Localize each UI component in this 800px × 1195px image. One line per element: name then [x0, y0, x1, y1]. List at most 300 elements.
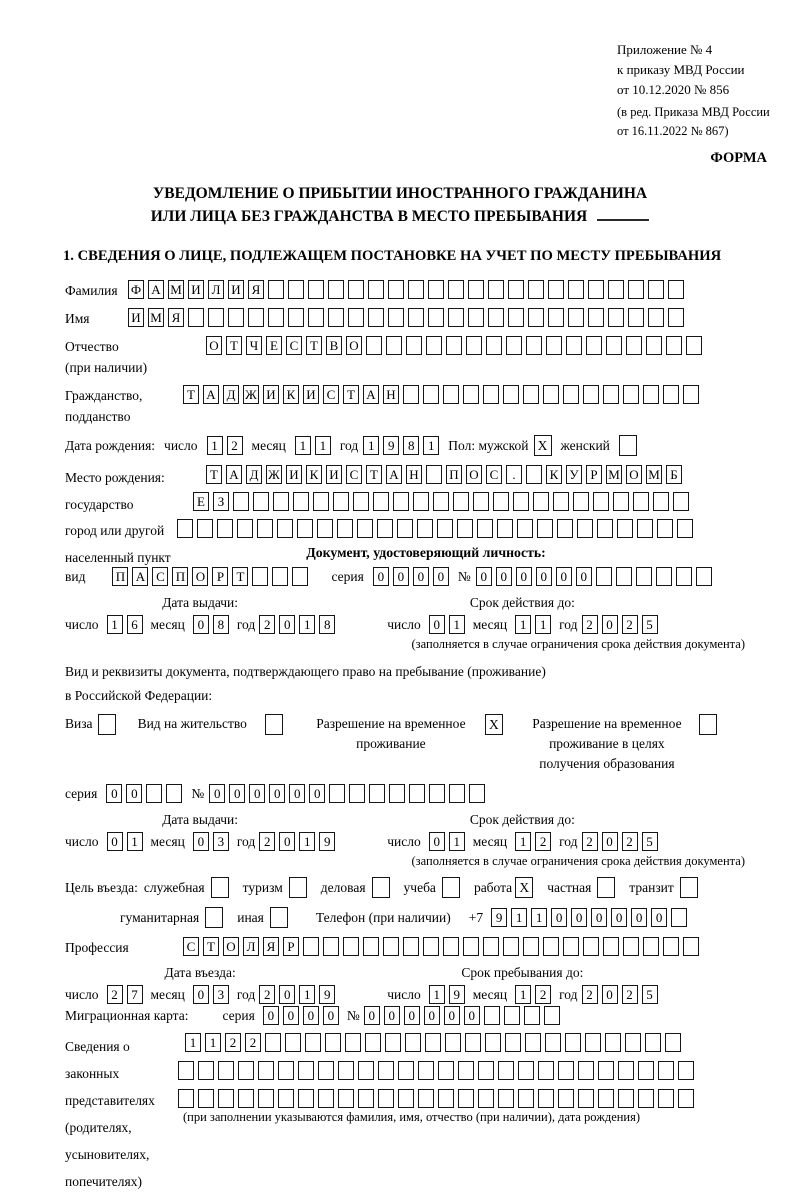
- char-cell[interactable]: [285, 1033, 301, 1052]
- char-cell[interactable]: [498, 1089, 514, 1108]
- char-cell[interactable]: [537, 519, 553, 538]
- char-cell[interactable]: [358, 1061, 374, 1080]
- char-cell[interactable]: 0: [309, 784, 325, 803]
- char-cell[interactable]: [504, 1006, 520, 1025]
- char-cell[interactable]: [653, 492, 669, 511]
- char-cell[interactable]: [438, 1061, 454, 1080]
- char-cell[interactable]: 2: [582, 985, 598, 1004]
- char-cell[interactable]: 0: [602, 615, 618, 634]
- char-cell[interactable]: [268, 280, 284, 299]
- char-cell[interactable]: [369, 784, 385, 803]
- char-cell[interactable]: М: [606, 465, 622, 484]
- char-cell[interactable]: [329, 784, 345, 803]
- char-cell[interactable]: [485, 1033, 501, 1052]
- temp-residence-permit-checkbox[interactable]: X: [485, 714, 503, 735]
- char-cell[interactable]: [438, 1089, 454, 1108]
- char-cell[interactable]: [678, 1089, 694, 1108]
- char-cell[interactable]: [428, 308, 444, 327]
- char-cell[interactable]: [568, 308, 584, 327]
- residence-valid-month-cells[interactable]: [515, 832, 551, 851]
- char-cell[interactable]: Т: [366, 465, 382, 484]
- migration-series-cells[interactable]: [263, 1006, 339, 1025]
- purpose-other-checkbox[interactable]: [270, 907, 288, 928]
- char-cell[interactable]: 0: [279, 615, 295, 634]
- char-cell[interactable]: [586, 336, 602, 355]
- char-cell[interactable]: [648, 308, 664, 327]
- char-cell[interactable]: [146, 784, 162, 803]
- char-cell[interactable]: [526, 465, 542, 484]
- char-cell[interactable]: [389, 784, 405, 803]
- char-cell[interactable]: 0: [516, 567, 532, 586]
- char-cell[interactable]: 3: [213, 832, 229, 851]
- char-cell[interactable]: [208, 308, 224, 327]
- char-cell[interactable]: [566, 336, 582, 355]
- char-cell[interactable]: [308, 280, 324, 299]
- residence-series-cells[interactable]: [106, 784, 182, 803]
- char-cell[interactable]: [272, 567, 288, 586]
- char-cell[interactable]: И: [286, 465, 302, 484]
- char-cell[interactable]: 1: [295, 436, 311, 455]
- char-cell[interactable]: [565, 1033, 581, 1052]
- char-cell[interactable]: 9: [319, 985, 335, 1004]
- char-cell[interactable]: [613, 492, 629, 511]
- char-cell[interactable]: [318, 1089, 334, 1108]
- char-cell[interactable]: [648, 280, 664, 299]
- char-cell[interactable]: [503, 385, 519, 404]
- patronymic-cells[interactable]: [206, 336, 702, 355]
- char-cell[interactable]: [338, 1061, 354, 1080]
- char-cell[interactable]: Р: [283, 937, 299, 956]
- sex-male-checkbox[interactable]: X: [534, 435, 552, 456]
- char-cell[interactable]: [178, 1061, 194, 1080]
- char-cell[interactable]: [448, 308, 464, 327]
- char-cell[interactable]: И: [263, 385, 279, 404]
- char-cell[interactable]: [409, 784, 425, 803]
- char-cell[interactable]: [248, 308, 264, 327]
- char-cell[interactable]: 0: [269, 784, 285, 803]
- char-cell[interactable]: [538, 1061, 554, 1080]
- char-cell[interactable]: [493, 492, 509, 511]
- char-cell[interactable]: [363, 937, 379, 956]
- char-cell[interactable]: В: [326, 336, 342, 355]
- char-cell[interactable]: [618, 1089, 634, 1108]
- char-cell[interactable]: С: [183, 937, 199, 956]
- char-cell[interactable]: [465, 1033, 481, 1052]
- char-cell[interactable]: [426, 465, 442, 484]
- char-cell[interactable]: [238, 1061, 254, 1080]
- char-cell[interactable]: [385, 1033, 401, 1052]
- char-cell[interactable]: [268, 308, 284, 327]
- char-cell[interactable]: [525, 1033, 541, 1052]
- char-cell[interactable]: 0: [229, 784, 245, 803]
- char-cell[interactable]: [636, 567, 652, 586]
- char-cell[interactable]: 0: [576, 567, 592, 586]
- char-cell[interactable]: [533, 492, 549, 511]
- identity-number-cells[interactable]: [476, 567, 712, 586]
- char-cell[interactable]: Н: [406, 465, 422, 484]
- purpose-work-checkbox[interactable]: X: [515, 877, 533, 898]
- char-cell[interactable]: 0: [279, 985, 295, 1004]
- char-cell[interactable]: Р: [586, 465, 602, 484]
- char-cell[interactable]: [505, 1033, 521, 1052]
- identity-valid-year-cells[interactable]: [582, 615, 658, 634]
- char-cell[interactable]: 0: [651, 908, 667, 927]
- char-cell[interactable]: 8: [319, 615, 335, 634]
- char-cell[interactable]: З: [213, 492, 229, 511]
- char-cell[interactable]: [445, 1033, 461, 1052]
- char-cell[interactable]: 0: [209, 784, 225, 803]
- char-cell[interactable]: 8: [403, 436, 419, 455]
- char-cell[interactable]: [528, 308, 544, 327]
- char-cell[interactable]: [443, 385, 459, 404]
- char-cell[interactable]: [429, 784, 445, 803]
- char-cell[interactable]: [606, 336, 622, 355]
- char-cell[interactable]: [426, 336, 442, 355]
- char-cell[interactable]: 6: [127, 615, 143, 634]
- char-cell[interactable]: 0: [611, 908, 627, 927]
- char-cell[interactable]: М: [168, 280, 184, 299]
- char-cell[interactable]: [328, 280, 344, 299]
- char-cell[interactable]: С: [346, 465, 362, 484]
- char-cell[interactable]: [603, 385, 619, 404]
- edu-residence-permit-checkbox[interactable]: [699, 714, 717, 735]
- char-cell[interactable]: [483, 937, 499, 956]
- char-cell[interactable]: [544, 1006, 560, 1025]
- char-cell[interactable]: Т: [343, 385, 359, 404]
- purpose-study-checkbox[interactable]: [442, 877, 460, 898]
- char-cell[interactable]: [313, 492, 329, 511]
- char-cell[interactable]: Т: [183, 385, 199, 404]
- char-cell[interactable]: [645, 1033, 661, 1052]
- char-cell[interactable]: [638, 1089, 654, 1108]
- char-cell[interactable]: [646, 336, 662, 355]
- char-cell[interactable]: [406, 336, 422, 355]
- char-cell[interactable]: О: [192, 567, 208, 586]
- char-cell[interactable]: 0: [126, 784, 142, 803]
- char-cell[interactable]: [643, 937, 659, 956]
- char-cell[interactable]: [337, 519, 353, 538]
- char-cell[interactable]: [683, 385, 699, 404]
- char-cell[interactable]: [663, 385, 679, 404]
- char-cell[interactable]: [626, 336, 642, 355]
- char-cell[interactable]: [288, 308, 304, 327]
- char-cell[interactable]: А: [203, 385, 219, 404]
- char-cell[interactable]: О: [206, 336, 222, 355]
- char-cell[interactable]: [468, 308, 484, 327]
- stay-until-year-cells[interactable]: [582, 985, 658, 1004]
- char-cell[interactable]: 9: [449, 985, 465, 1004]
- char-cell[interactable]: [343, 937, 359, 956]
- char-cell[interactable]: [403, 385, 419, 404]
- char-cell[interactable]: 1: [207, 436, 223, 455]
- char-cell[interactable]: О: [223, 937, 239, 956]
- char-cell[interactable]: [553, 492, 569, 511]
- char-cell[interactable]: [233, 492, 249, 511]
- char-cell[interactable]: [458, 1089, 474, 1108]
- surname-cells[interactable]: [128, 280, 684, 299]
- char-cell[interactable]: Л: [243, 937, 259, 956]
- char-cell[interactable]: П: [172, 567, 188, 586]
- birth-place-cells-2[interactable]: [193, 492, 689, 511]
- char-cell[interactable]: [458, 1061, 474, 1080]
- char-cell[interactable]: [563, 385, 579, 404]
- char-cell[interactable]: 0: [384, 1006, 400, 1025]
- char-cell[interactable]: [198, 1061, 214, 1080]
- char-cell[interactable]: Я: [263, 937, 279, 956]
- char-cell[interactable]: [258, 1061, 274, 1080]
- char-cell[interactable]: [568, 280, 584, 299]
- char-cell[interactable]: [558, 1089, 574, 1108]
- char-cell[interactable]: 0: [551, 908, 567, 927]
- char-cell[interactable]: 1: [515, 832, 531, 851]
- char-cell[interactable]: [378, 1061, 394, 1080]
- birth-place-cells-1[interactable]: [206, 465, 682, 484]
- char-cell[interactable]: [323, 937, 339, 956]
- char-cell[interactable]: 0: [602, 985, 618, 1004]
- char-cell[interactable]: [656, 567, 672, 586]
- char-cell[interactable]: [477, 519, 493, 538]
- char-cell[interactable]: [448, 280, 464, 299]
- char-cell[interactable]: [524, 1006, 540, 1025]
- char-cell[interactable]: 0: [556, 567, 572, 586]
- char-cell[interactable]: 1: [515, 985, 531, 1004]
- char-cell[interactable]: 9: [491, 908, 507, 927]
- char-cell[interactable]: Н: [383, 385, 399, 404]
- char-cell[interactable]: [373, 492, 389, 511]
- char-cell[interactable]: [408, 280, 424, 299]
- char-cell[interactable]: 1: [423, 436, 439, 455]
- char-cell[interactable]: [298, 1061, 314, 1080]
- char-cell[interactable]: [603, 937, 619, 956]
- char-cell[interactable]: 1: [205, 1033, 221, 1052]
- char-cell[interactable]: Т: [206, 465, 222, 484]
- char-cell[interactable]: [463, 937, 479, 956]
- char-cell[interactable]: [478, 1061, 494, 1080]
- entry-month-cells[interactable]: [193, 985, 229, 1004]
- char-cell[interactable]: [197, 519, 213, 538]
- char-cell[interactable]: 1: [449, 832, 465, 851]
- char-cell[interactable]: [466, 336, 482, 355]
- char-cell[interactable]: К: [546, 465, 562, 484]
- char-cell[interactable]: [513, 492, 529, 511]
- char-cell[interactable]: [378, 1089, 394, 1108]
- residence-permit-checkbox[interactable]: [265, 714, 283, 735]
- char-cell[interactable]: [605, 1033, 621, 1052]
- char-cell[interactable]: О: [626, 465, 642, 484]
- char-cell[interactable]: [353, 492, 369, 511]
- identity-valid-month-cells[interactable]: [515, 615, 551, 634]
- char-cell[interactable]: М: [646, 465, 662, 484]
- char-cell[interactable]: [277, 519, 293, 538]
- char-cell[interactable]: [478, 1089, 494, 1108]
- char-cell[interactable]: [523, 385, 539, 404]
- char-cell[interactable]: 0: [193, 985, 209, 1004]
- char-cell[interactable]: 2: [227, 436, 243, 455]
- char-cell[interactable]: [545, 1033, 561, 1052]
- char-cell[interactable]: [417, 519, 433, 538]
- char-cell[interactable]: И: [128, 308, 144, 327]
- char-cell[interactable]: [368, 280, 384, 299]
- char-cell[interactable]: [528, 280, 544, 299]
- char-cell[interactable]: 0: [289, 784, 305, 803]
- char-cell[interactable]: 1: [363, 436, 379, 455]
- legal-reps-cells-3[interactable]: [178, 1089, 694, 1108]
- char-cell[interactable]: [658, 1061, 674, 1080]
- char-cell[interactable]: [418, 1061, 434, 1080]
- identity-series-cells[interactable]: [373, 567, 449, 586]
- char-cell[interactable]: 1: [429, 985, 445, 1004]
- char-cell[interactable]: П: [446, 465, 462, 484]
- birth-place-cells-3[interactable]: [177, 519, 693, 538]
- char-cell[interactable]: [308, 308, 324, 327]
- residence-issue-month-cells[interactable]: [193, 832, 229, 851]
- char-cell[interactable]: 2: [107, 985, 123, 1004]
- char-cell[interactable]: 1: [315, 436, 331, 455]
- char-cell[interactable]: [678, 1061, 694, 1080]
- char-cell[interactable]: Ф: [128, 280, 144, 299]
- char-cell[interactable]: [696, 567, 712, 586]
- char-cell[interactable]: С: [152, 567, 168, 586]
- char-cell[interactable]: [338, 1089, 354, 1108]
- char-cell[interactable]: [546, 336, 562, 355]
- char-cell[interactable]: 0: [433, 567, 449, 586]
- char-cell[interactable]: [657, 519, 673, 538]
- char-cell[interactable]: [348, 280, 364, 299]
- char-cell[interactable]: 1: [531, 908, 547, 927]
- char-cell[interactable]: А: [363, 385, 379, 404]
- char-cell[interactable]: [616, 567, 632, 586]
- char-cell[interactable]: [538, 1089, 554, 1108]
- char-cell[interactable]: 0: [364, 1006, 380, 1025]
- char-cell[interactable]: [357, 519, 373, 538]
- char-cell[interactable]: [318, 1061, 334, 1080]
- char-cell[interactable]: [486, 336, 502, 355]
- char-cell[interactable]: 0: [393, 567, 409, 586]
- char-cell[interactable]: 0: [107, 832, 123, 851]
- char-cell[interactable]: У: [566, 465, 582, 484]
- char-cell[interactable]: [518, 1089, 534, 1108]
- char-cell[interactable]: [593, 492, 609, 511]
- char-cell[interactable]: [518, 1061, 534, 1080]
- char-cell[interactable]: [498, 1061, 514, 1080]
- char-cell[interactable]: [398, 1089, 414, 1108]
- char-cell[interactable]: [298, 1089, 314, 1108]
- char-cell[interactable]: А: [226, 465, 242, 484]
- char-cell[interactable]: [526, 336, 542, 355]
- char-cell[interactable]: 2: [622, 985, 638, 1004]
- char-cell[interactable]: 2: [622, 615, 638, 634]
- char-cell[interactable]: [428, 280, 444, 299]
- char-cell[interactable]: А: [386, 465, 402, 484]
- char-cell[interactable]: [345, 1033, 361, 1052]
- char-cell[interactable]: 9: [319, 832, 335, 851]
- char-cell[interactable]: 0: [536, 567, 552, 586]
- birth-day-cells[interactable]: [207, 436, 243, 455]
- char-cell[interactable]: 1: [299, 985, 315, 1004]
- char-cell[interactable]: [305, 1033, 321, 1052]
- char-cell[interactable]: [377, 519, 393, 538]
- char-cell[interactable]: Л: [208, 280, 224, 299]
- residence-issue-year-cells[interactable]: [259, 832, 335, 851]
- char-cell[interactable]: [623, 937, 639, 956]
- char-cell[interactable]: 5: [642, 615, 658, 634]
- char-cell[interactable]: .: [506, 465, 522, 484]
- char-cell[interactable]: [303, 937, 319, 956]
- char-cell[interactable]: [388, 280, 404, 299]
- char-cell[interactable]: [457, 519, 473, 538]
- char-cell[interactable]: [443, 937, 459, 956]
- residence-issue-day-cells[interactable]: [107, 832, 143, 851]
- char-cell[interactable]: [333, 492, 349, 511]
- char-cell[interactable]: 2: [582, 832, 598, 851]
- char-cell[interactable]: [676, 567, 692, 586]
- char-cell[interactable]: И: [188, 280, 204, 299]
- char-cell[interactable]: [558, 1061, 574, 1080]
- sex-female-checkbox[interactable]: [619, 435, 637, 456]
- char-cell[interactable]: [273, 492, 289, 511]
- char-cell[interactable]: [292, 567, 308, 586]
- char-cell[interactable]: 0: [193, 615, 209, 634]
- char-cell[interactable]: [218, 1061, 234, 1080]
- char-cell[interactable]: И: [228, 280, 244, 299]
- legal-reps-cells-1[interactable]: [185, 1033, 681, 1052]
- char-cell[interactable]: [484, 1006, 500, 1025]
- char-cell[interactable]: С: [286, 336, 302, 355]
- identity-issue-day-cells[interactable]: [107, 615, 143, 634]
- birth-year-cells[interactable]: [363, 436, 439, 455]
- char-cell[interactable]: [473, 492, 489, 511]
- purpose-tourism-checkbox[interactable]: [289, 877, 307, 898]
- char-cell[interactable]: 1: [449, 615, 465, 634]
- char-cell[interactable]: [673, 492, 689, 511]
- char-cell[interactable]: [317, 519, 333, 538]
- identity-issue-month-cells[interactable]: [193, 615, 229, 634]
- char-cell[interactable]: 0: [373, 567, 389, 586]
- char-cell[interactable]: [293, 492, 309, 511]
- char-cell[interactable]: [598, 1061, 614, 1080]
- char-cell[interactable]: 7: [127, 985, 143, 1004]
- visa-checkbox[interactable]: [98, 714, 116, 735]
- char-cell[interactable]: [665, 1033, 681, 1052]
- char-cell[interactable]: [588, 308, 604, 327]
- char-cell[interactable]: [166, 784, 182, 803]
- char-cell[interactable]: К: [306, 465, 322, 484]
- char-cell[interactable]: [677, 519, 693, 538]
- char-cell[interactable]: [348, 308, 364, 327]
- char-cell[interactable]: И: [303, 385, 319, 404]
- char-cell[interactable]: [425, 1033, 441, 1052]
- char-cell[interactable]: С: [323, 385, 339, 404]
- char-cell[interactable]: Т: [306, 336, 322, 355]
- char-cell[interactable]: И: [326, 465, 342, 484]
- char-cell[interactable]: 2: [259, 985, 275, 1004]
- char-cell[interactable]: [413, 492, 429, 511]
- char-cell[interactable]: 1: [515, 615, 531, 634]
- char-cell[interactable]: Т: [226, 336, 242, 355]
- char-cell[interactable]: [433, 492, 449, 511]
- legal-reps-cells-2[interactable]: [178, 1061, 694, 1080]
- char-cell[interactable]: [625, 1033, 641, 1052]
- entry-year-cells[interactable]: [259, 985, 335, 1004]
- char-cell[interactable]: 0: [464, 1006, 480, 1025]
- char-cell[interactable]: Ж: [243, 385, 259, 404]
- char-cell[interactable]: [683, 937, 699, 956]
- char-cell[interactable]: 8: [213, 615, 229, 634]
- char-cell[interactable]: 0: [323, 1006, 339, 1025]
- char-cell[interactable]: [643, 385, 659, 404]
- char-cell[interactable]: 0: [591, 908, 607, 927]
- char-cell[interactable]: 0: [249, 784, 265, 803]
